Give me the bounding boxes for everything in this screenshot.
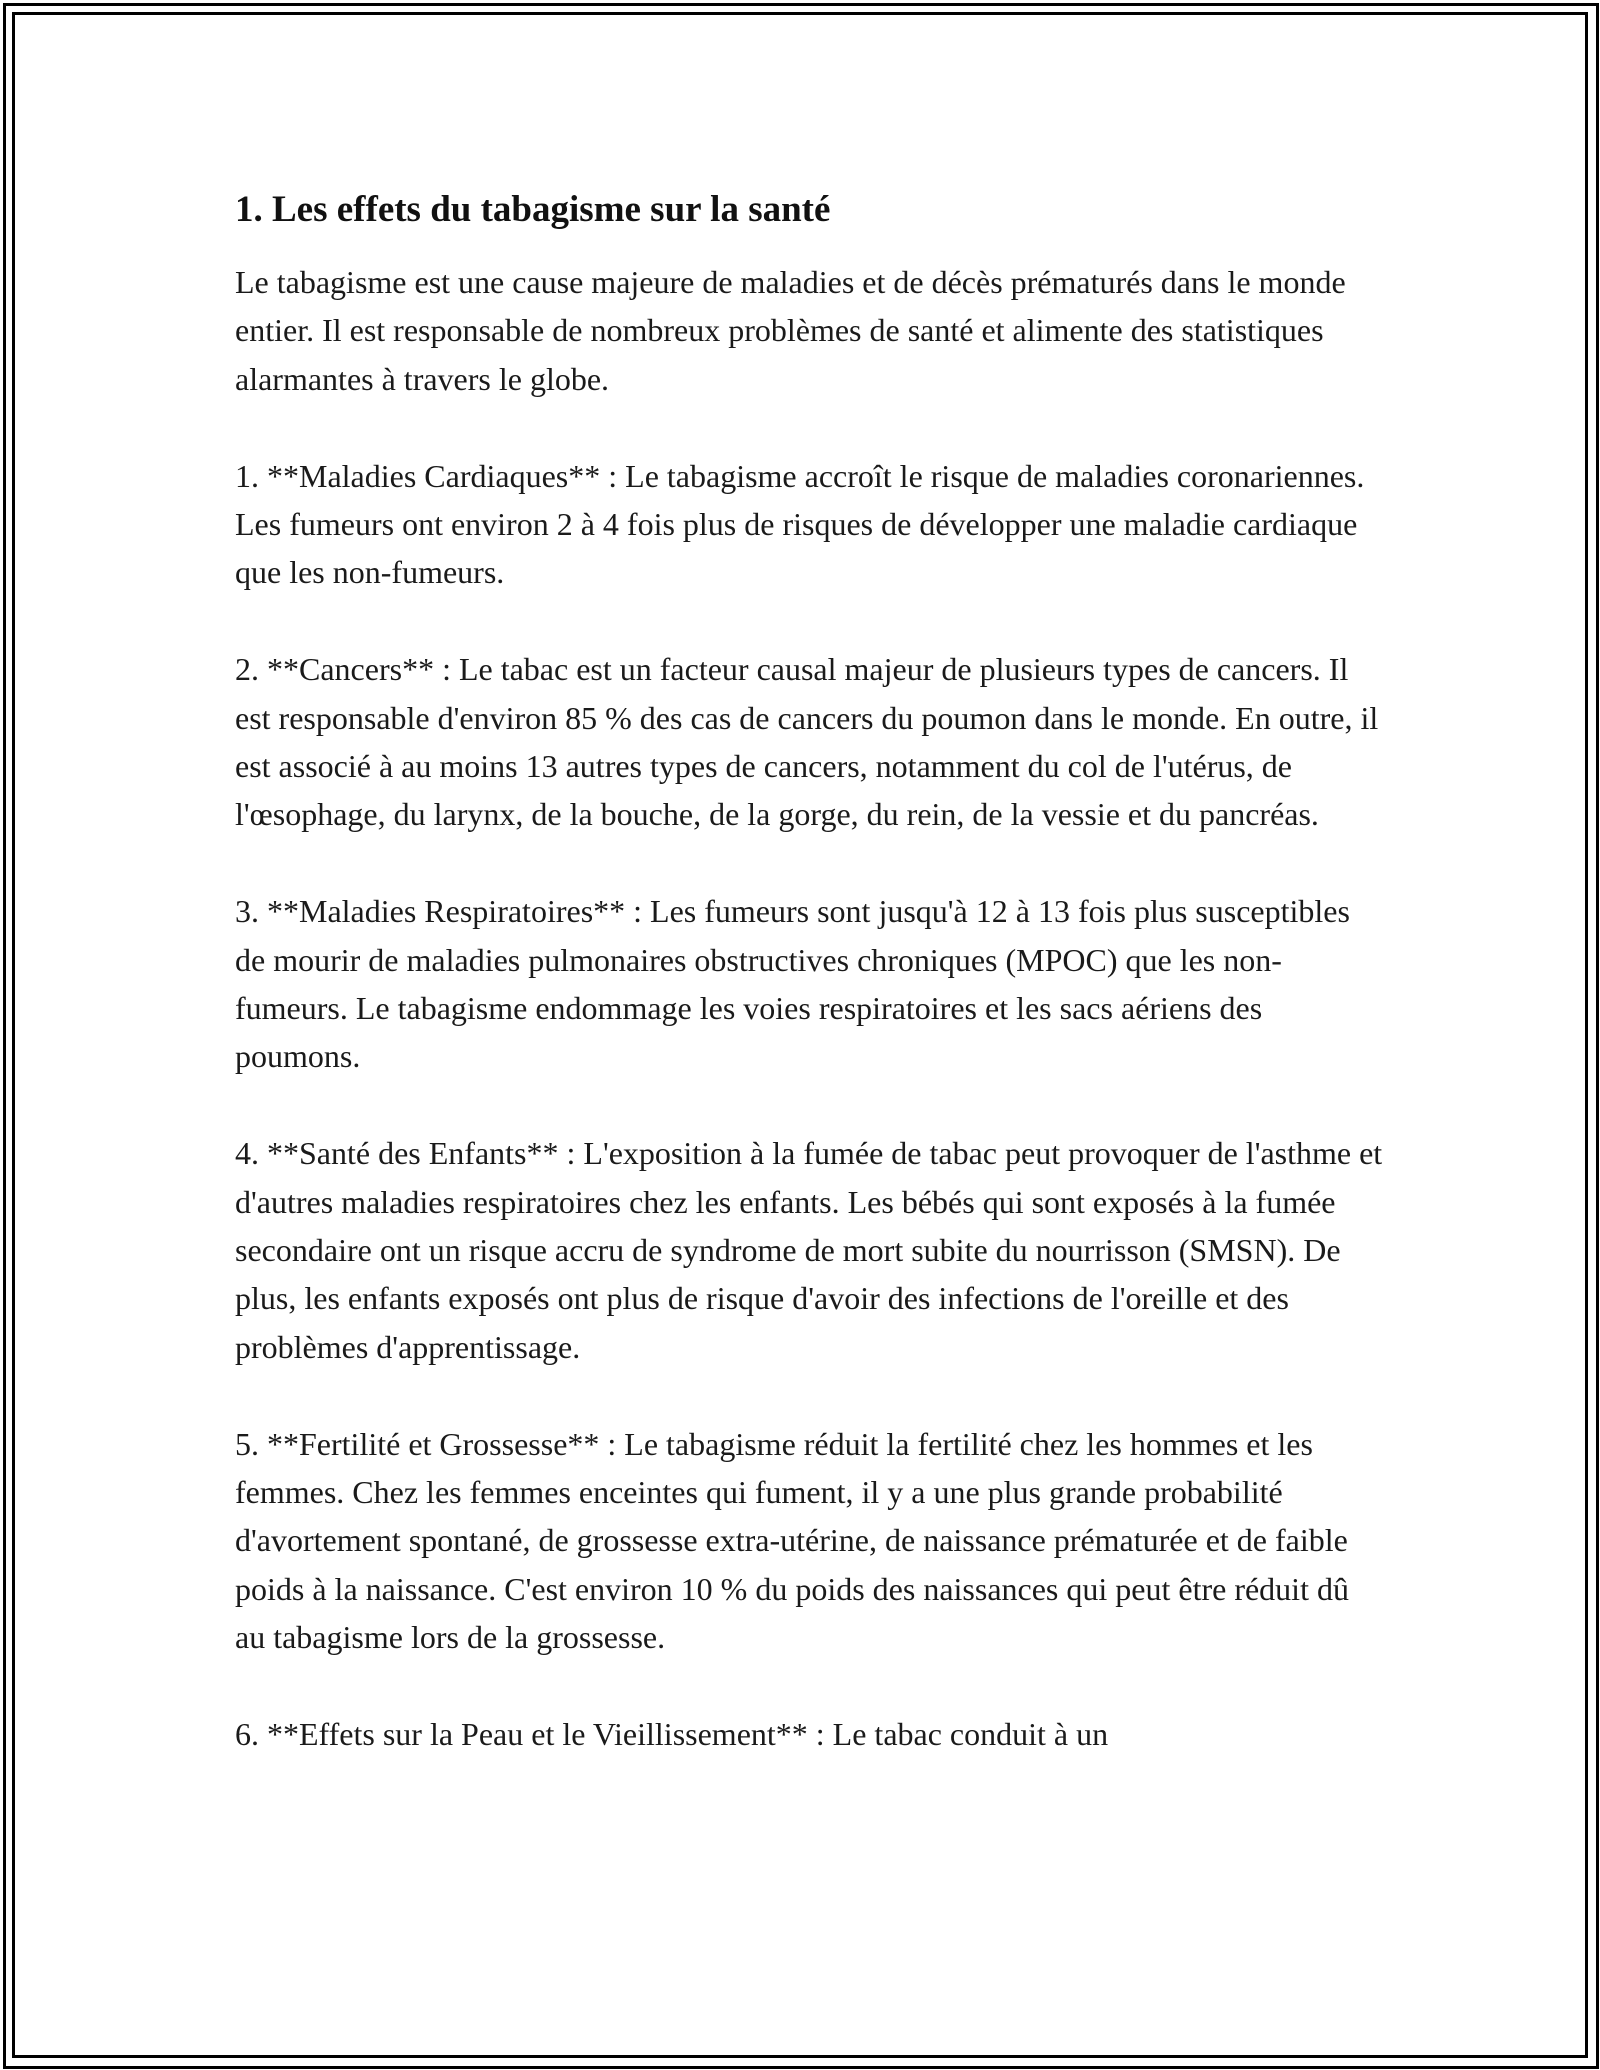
page-title: 1. Les effets du tabagisme sur la santé bbox=[235, 189, 831, 230]
paragraph-children-health: 4. **Santé des Enfants** : L'exposition à la fumée de tabac peut provoquer de l'asthme et d'autres maladies respiratoires chez les enfants. Les bébés qui sont exposés à la fumée secondaire ont un risque accru de syndrome de mort subite du nourrisson (SMSN). De plus, les enfants exposés ont plus de risque d'avoir des infections de l'oreille et des problèmes d'apprentissage. bbox=[235, 1135, 1383, 1365]
paragraph-heart-disease: 1. **Maladies Cardiaques** : Le tabagisme accroît le risque de maladies coronariennes. Les fumeurs ont environ 2 à 4 fois plus de risques de développer une maladie cardiaque que les non-fumeurs. bbox=[235, 457, 1365, 591]
paragraph-skin-aging: 6. **Effets sur la Peau et le Vieillissement** : Le tabac conduit à un bbox=[235, 1716, 1109, 1753]
paragraph-cancers: 2. **Cancers** : Le tabac est un facteur causal majeur de plusieurs types de cancers. Il est responsable d'environ 85 % des cas de cancers du poumon dans le monde. En outre, il est associé à au moins 13 autres types de cancers, notamment du col de l'utérus, de l'œsophage, du larynx, de la bouche, de la gorge, du rein, de la vessie et du pancréas. bbox=[235, 651, 1379, 833]
paragraph-fertility-pregnancy: 5. **Fertilité et Grossesse** : Le tabagisme réduit la fertilité chez les hommes et les femmes. Chez les femmes enceintes qui fument, il y a une plus grande probabilité d'avortement spontané, de grossesse extra-utérine, de naissance prématurée et de faible poids à la naissance. C'est environ 10 % du poids des naissances qui peut être réduit dû au tabagisme lors de la grossesse. bbox=[235, 1425, 1349, 1656]
paragraph-respiratory-diseases: 3. **Maladies Respiratoires** : Les fumeurs sont jusqu'à 12 à 13 fois plus susceptibles de mourir de maladies pulmonaires obstructives chroniques (MPOC) que les non-fumeurs. Le tabagisme endommage les voies respiratoires et les sacs aériens des poumons. bbox=[235, 893, 1350, 1075]
intro-paragraph: Le tabagisme est une cause majeure de maladies et de décès prématurés dans le monde entier. Il est responsable de nombreux problèmes de santé et alimente des statistiques alarmantes à travers le globe. bbox=[235, 264, 1346, 397]
document-body bbox=[235, 186, 1385, 1807]
